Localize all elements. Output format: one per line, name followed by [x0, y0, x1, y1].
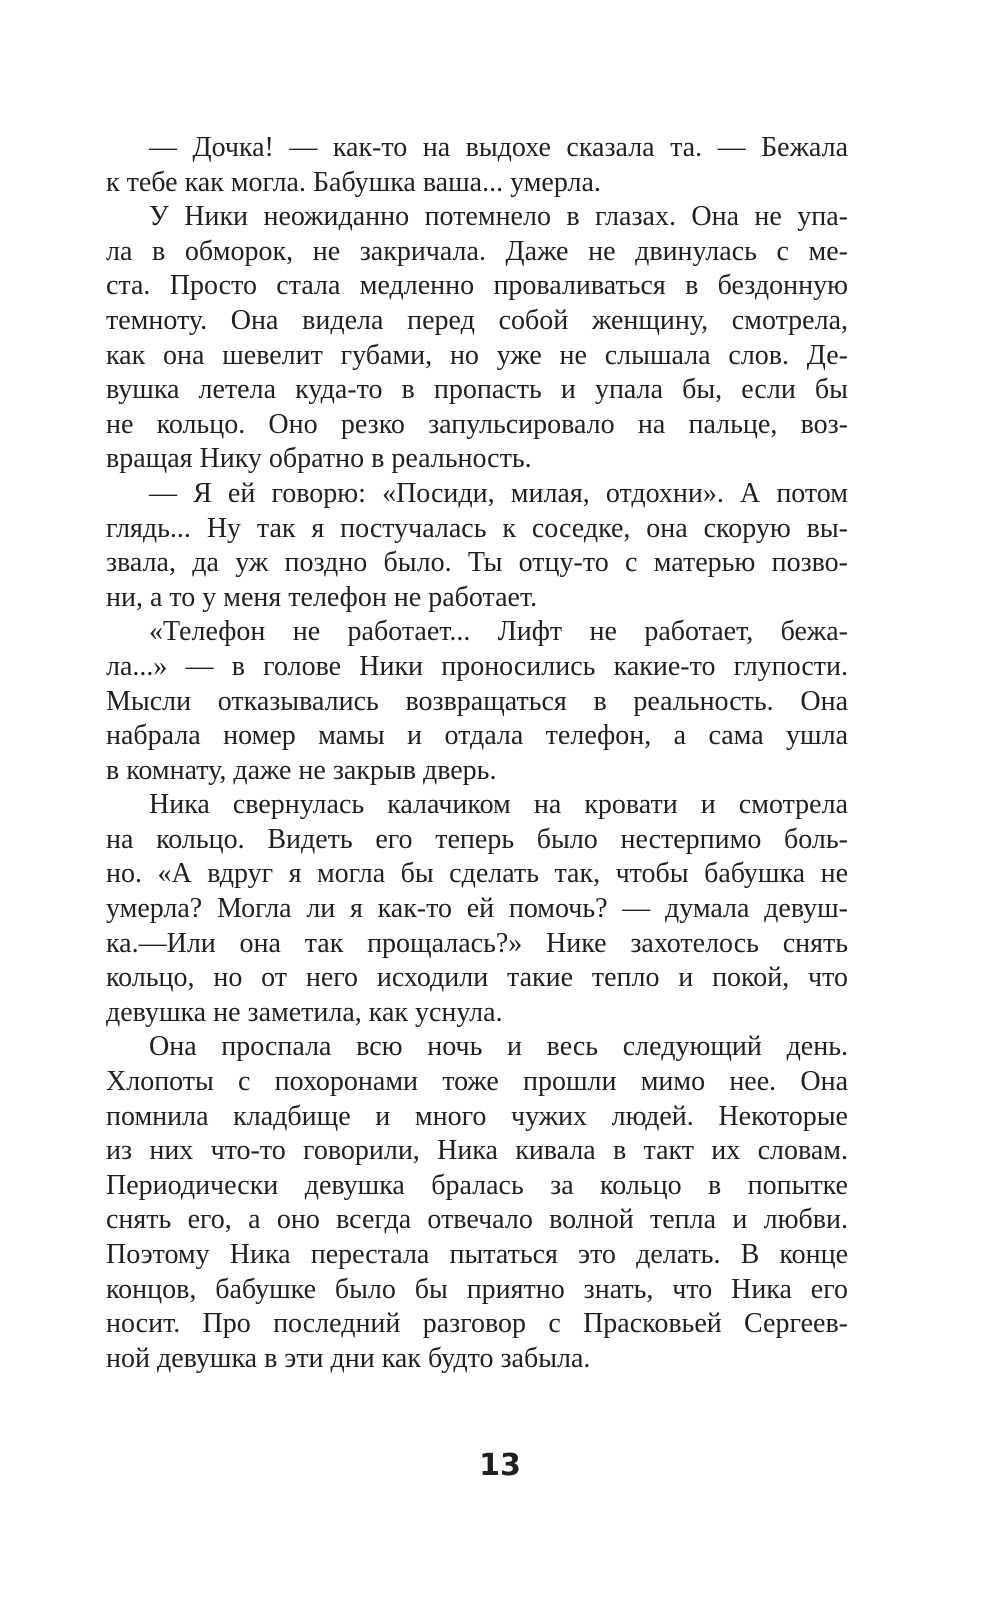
text-line: в комнату, даже не закрыв дверь.: [106, 754, 497, 786]
text-line: набрала номер мамы и отдала телефон, а сама ушла: [106, 720, 848, 752]
text-line: Поэтому Ника перестала пытаться это делать. В конце: [106, 1239, 848, 1270]
paragraph: [106, 788, 848, 1030]
text-line: ка.—Или она так прощалась?» Нике захотелось снять: [106, 927, 848, 959]
text-line: ла...» — в голове Ники проносились какие-то глупости.: [106, 650, 848, 682]
text-line: Хлопоты с похоронами тоже прошли мимо нее. Она: [106, 1066, 848, 1098]
text-line: — Дочка! — как-то на выдохе сказала та. — Бежала: [149, 132, 848, 163]
text-line: У Ники неожиданно потемнело в глазах. Она не упа-: [149, 201, 848, 233]
text-line: вращая Нику обратно в реальность.: [106, 443, 532, 475]
text-line: Мысли отказывались возвращаться в реальность. Она: [106, 685, 848, 717]
text-line: ни, а то у меня телефон не работает.: [106, 581, 538, 613]
text-line: умерла? Могла ли я как-то ей помочь? — думала девуш-: [106, 893, 848, 925]
text-line: на кольцо. Видеть его теперь было нестерпимо боль-: [106, 823, 848, 855]
text-line: девушка не заметила, как уснула.: [106, 996, 503, 1028]
text-line: звала, да уж поздно было. Ты отцу-то с матерью позво-: [106, 547, 848, 579]
text-line: Периодически девушка бралась за кольцо в попытке: [106, 1169, 848, 1201]
body-text: [106, 131, 848, 1376]
text-line: ста. Просто стала медленно проваливаться в бездонную: [106, 270, 848, 302]
text-line: глядь... Ну так я постучалась к соседке, она скорую вы-: [106, 512, 848, 544]
text-line: но. «А вдруг я могла бы сделать так, чтобы бабушка не: [106, 858, 848, 890]
text-line: — Я ей говорю: «Посиди, милая, отдохни». А потом: [149, 477, 848, 509]
text-line: концов, бабушке было бы приятно знать, что Ника его: [106, 1273, 848, 1305]
paragraph: [106, 200, 848, 477]
text-line: вушка летела куда-то в пропасть и упала бы, если бы: [106, 374, 848, 406]
text-line: не кольцо. Оно резко запульсировало на пальце, воз-: [106, 408, 848, 440]
paragraph: [106, 1030, 848, 1376]
text-line: ла в обморок, не закричала. Даже не двинулась с ме-: [106, 235, 848, 267]
paragraph: [106, 477, 848, 615]
text-line: Она проспала всю ночь и весь следующий день.: [149, 1031, 848, 1063]
text-line: носит. Про последний разговор с Прасковьей Сергеев-: [106, 1308, 848, 1340]
paragraph: [106, 615, 848, 788]
paragraph: [106, 131, 848, 200]
text-line: как она шевелит губами, но уже не слышала слов. Де-: [106, 339, 848, 371]
text-line: помнила кладбище и много чужих людей. Некоторые: [106, 1100, 848, 1132]
text-line: «Телефон не работает... Лифт не работает, бежа-: [149, 616, 848, 648]
text-line: кольцо, но от него исходили такие тепло и покой, что: [106, 962, 848, 994]
text-line: темноту. Она видела перед собой женщину, смотрела,: [106, 304, 848, 336]
text-line: снять его, а оно всегда отвечало волной тепла и любви.: [106, 1204, 848, 1236]
text-line: к тебе как могла. Бабушка ваша... умерла.: [106, 166, 601, 198]
page-number: 13: [479, 1448, 521, 1483]
text-line: ной девушка в эти дни как будто забыла.: [106, 1342, 591, 1374]
text-line: из них что-то говорили, Ника кивала в такт их словам.: [106, 1135, 848, 1167]
text-line: Ника свернулась калачиком на кровати и смотрела: [149, 789, 848, 821]
